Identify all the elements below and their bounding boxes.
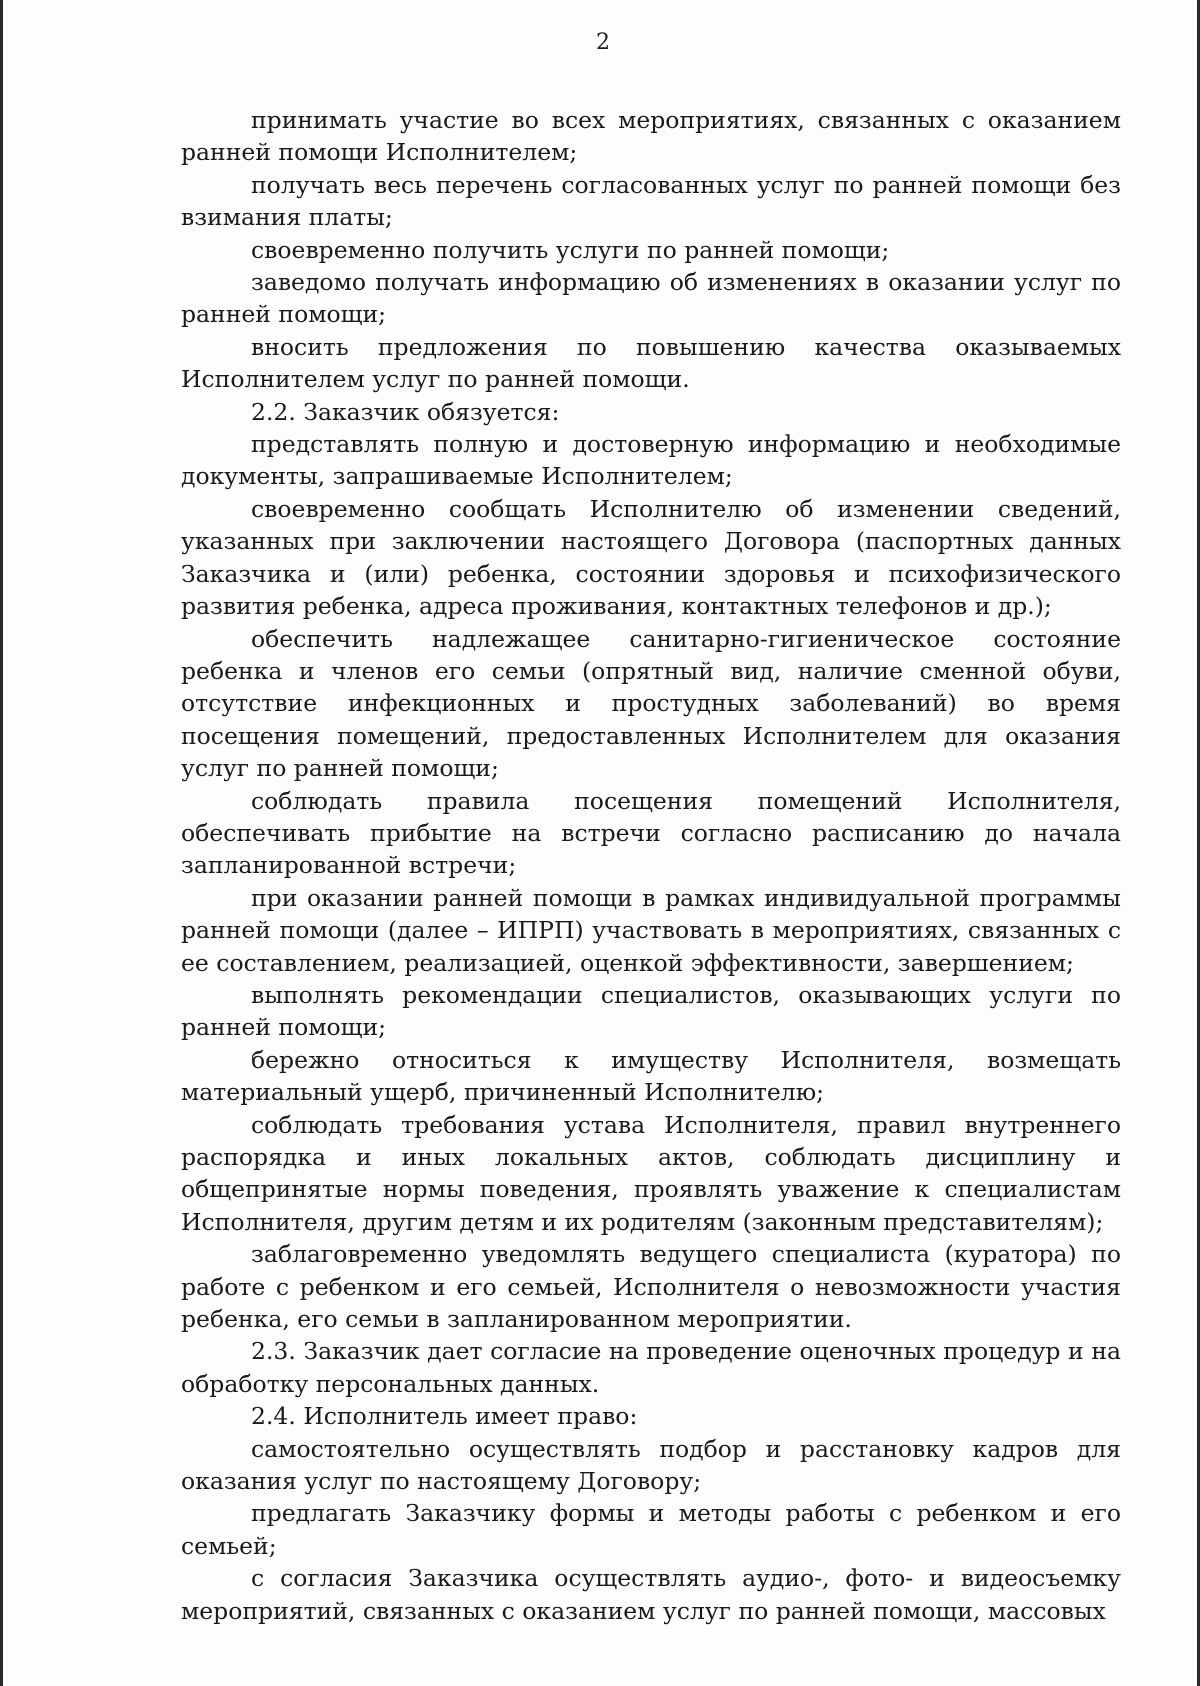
paragraph: своевременно получить услуги по ранней помощи; — [251, 235, 890, 264]
paragraph: при оказании ранней помощи в рамках индивидуальной программы ранней помощи (далее – ИПРП) участвовать в мероприятиях, связанных с ее составлением, реализацией, оценкой эффективности, завершением; — [181, 883, 1121, 977]
paragraph: заведомо получать информацию об изменениях в оказании услуг по ранней помощи; — [181, 268, 1121, 329]
page-number: 2 — [596, 30, 610, 55]
paragraph: соблюдать правила посещения помещений Исполнителя, обеспечивать прибытие на встречи согласно расписанию до начала запланированной встречи; — [181, 786, 1121, 880]
paragraph: выполнять рекомендации специалистов, оказывающих услуги по ранней помощи; — [181, 980, 1121, 1042]
paragraph: бережно относиться к имуществу Исполнителя, возмещать материальный ущерб, причиненный Исполнителю; — [181, 1045, 1121, 1107]
paragraph: своевременно сообщать Исполнителю об изменении сведений, указанных при заключении настоящего Договора (паспортных данных Заказчика и (или) ребенка, состоянии здоровья и психофизического развития ребенка, адреса проживания, контактных телефонов и др.); — [181, 494, 1121, 621]
paragraph: получать весь перечень согласованных услуг по ранней помощи без взимания платы; — [181, 170, 1121, 232]
document-body — [181, 104, 1121, 1627]
paragraph: предлагать Заказчику формы и методы работы с ребенком и его семьей; — [181, 1499, 1121, 1560]
paragraph: с согласия Заказчика осуществлять аудио-, фото- и видеосъемку мероприятий, связанных с оказанием услуг по ранней помощи, массовых — [181, 1564, 1121, 1625]
paragraph: заблаговременно уведомлять ведущего специалиста (куратора) по работе с ребенком и его семьей, Исполнителя о невозможности участия ребенка, его семьи в запланированном мероприятии. — [181, 1240, 1121, 1334]
paragraph: 2.3. Заказчик дает согласие на проведение оценочных процедур и на обработку персональных данных. — [181, 1337, 1121, 1398]
paragraph: представлять полную и достоверную информацию и необходимые документы, запрашиваемые Исполнителем; — [181, 430, 1121, 491]
paragraph: соблюдать требования устава Исполнителя, правил внутреннего распорядка и иных локальных актов, соблюдать дисциплину и общепринятые нормы поведения, проявлять уважение к специалистам Исполнителя, другим детям и их родителям (законным представителям); — [181, 1110, 1121, 1236]
paragraph: вносить предложения по повышению качества оказываемых Исполнителем услуг по ранней помощи. — [181, 332, 1121, 394]
section-heading: 2.2. Заказчик обязуется: — [251, 397, 560, 426]
section-heading: 2.4. Исполнитель имеет право: — [251, 1402, 638, 1431]
paragraph: принимать участие во всех мероприятиях, связанных с оказанием ранней помощи Исполнителем; — [181, 106, 1121, 167]
paragraph: самостоятельно осуществлять подбор и расстановку кадров для оказания услуг по настоящему Договору; — [181, 1434, 1121, 1496]
paragraph: обеспечить надлежащее санитарно-гигиеническое состояние ребенка и членов его семьи (опрятный вид, наличие сменной обуви, отсутствие инфекционных и простудных заболеваний) во время посещения помещений, предоставленных Исполнителем для оказания услуг по ранней помощи; — [181, 624, 1121, 783]
